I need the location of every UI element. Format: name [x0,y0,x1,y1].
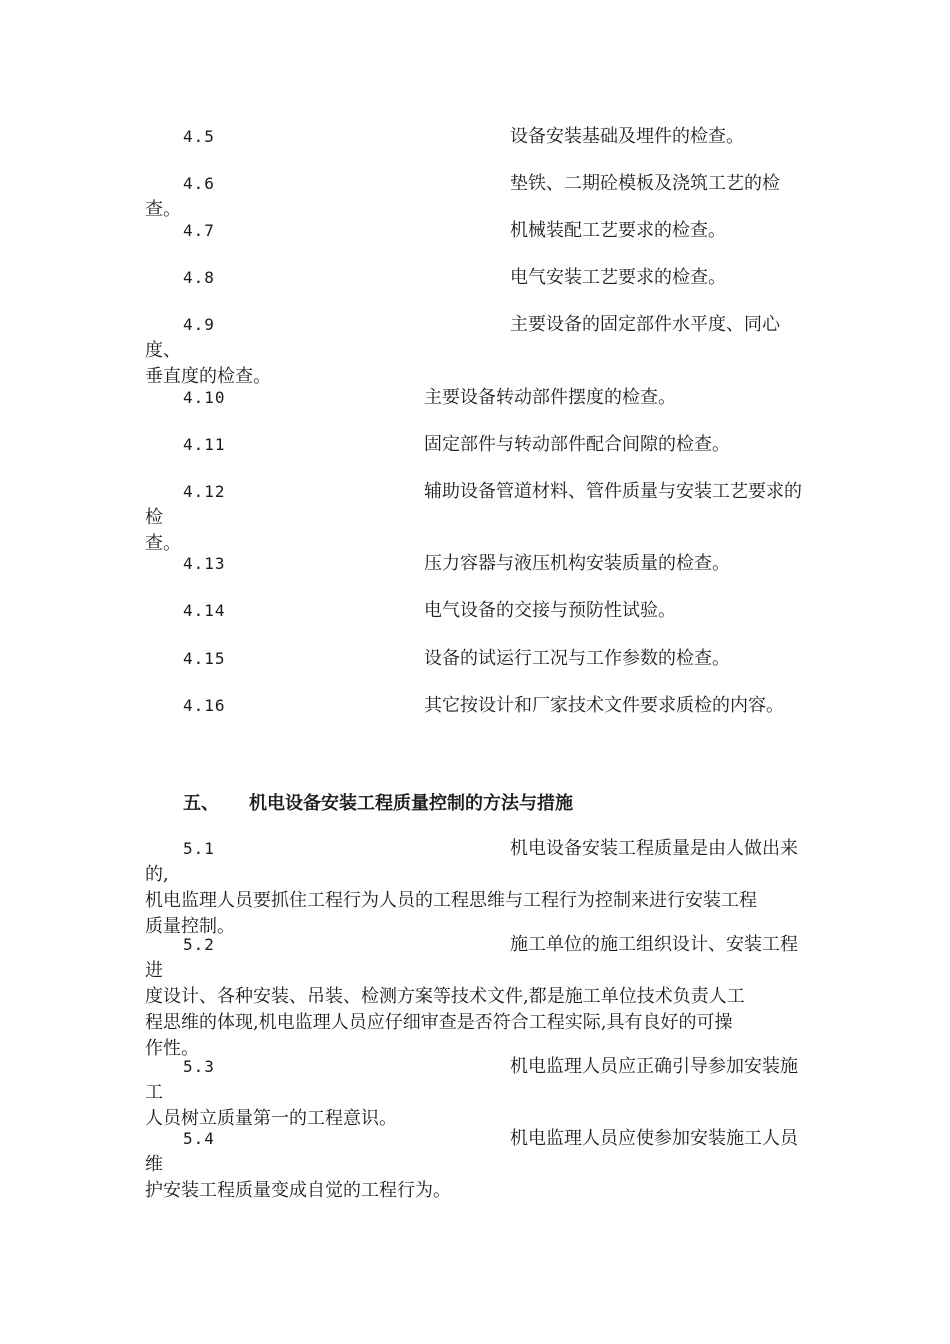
item-text: 主要设备的固定部件水平度、同心度、 [145,314,780,361]
item-text-continued: 程思维的体现,机电监理人员应仔细审查是否符合工程实际,具有良好的可操 [145,1012,733,1033]
item-text: 电气设备的交接与预防性试验。 [424,600,676,621]
item-text-continued: 护安装工程质量变成自觉的工程行为。 [145,1180,451,1201]
item-number: 4.7 [183,221,215,240]
item-text: 设备安装基础及埋件的检查。 [510,126,744,147]
list-item [145,479,810,557]
list-item [145,598,810,624]
list-item [145,932,810,1062]
list-item [145,432,810,458]
item-text: 辅助设备管道材料、管件质量与安装工艺要求的检 [145,481,802,528]
item-text: 电气安装工艺要求的检查。 [510,267,726,288]
item-number: 4.15 [183,649,226,668]
item-text: 固定部件与转动部件配合间隙的检查。 [424,434,730,455]
item-number: 4.5 [183,127,215,146]
list-item [145,836,810,940]
list-item [145,551,810,577]
list-item [145,171,810,223]
item-number: 4.16 [183,696,226,715]
item-text: 机电监理人员应正确引导参加安装施工 [145,1056,798,1103]
item-number: 5.2 [183,935,215,954]
item-text-continued: 作性。 [145,1038,199,1059]
list-item [145,646,810,672]
item-number: 5.3 [183,1057,215,1076]
item-text: 机电设备安装工程质量是由人做出来的, [145,838,798,885]
list-item [145,693,810,719]
item-number: 4.8 [183,268,215,287]
item-number: 4.11 [183,435,226,454]
item-text: 主要设备转动部件摆度的检查。 [424,387,676,408]
item-number: 4.6 [183,174,215,193]
item-text-continued: 质量控制。 [145,916,235,937]
item-number: 4.9 [183,315,215,334]
item-text: 施工单位的施工组织设计、安装工程进 [145,934,798,981]
item-number: 4.10 [183,388,226,407]
item-number: 5.4 [183,1129,215,1148]
item-text-continued: 查。 [145,533,181,554]
list-item [145,1126,810,1204]
item-number: 4.14 [183,601,226,620]
item-text: 设备的试运行工况与工作参数的检查。 [424,648,730,669]
list-item [145,312,810,390]
item-number: 5.1 [183,839,215,858]
list-item [145,1054,810,1132]
item-text: 机电监理人员应使参加安装施工人员维 [145,1128,798,1175]
item-text: 机械装配工艺要求的检查。 [510,220,726,241]
section-title: 机电设备安装工程质量控制的方法与措施 [249,793,573,814]
item-number: 4.12 [183,482,226,501]
item-text: 垫铁、二期砼模板及浇筑工艺的检查。 [145,173,780,220]
item-text-continued: 度设计、各种安装、吊装、检测方案等技术文件,都是施工单位技术负责人工 [145,986,745,1007]
item-text-continued: 垂直度的检查。 [145,366,271,387]
item-number: 4.13 [183,554,226,573]
section-heading [183,789,573,815]
list-item [145,218,810,244]
section-number: 五、 [183,793,219,814]
item-text-continued: 人员树立质量第一的工程意识。 [145,1108,397,1129]
list-item [145,385,810,411]
list-item [145,265,810,291]
list-item [145,124,810,150]
item-text-continued: 机电监理人员要抓住工程行为人员的工程思维与工程行为控制来进行安装工程 [145,890,757,911]
item-text: 其它按设计和厂家技术文件要求质检的内容。 [424,695,784,716]
item-text: 压力容器与液压机构安装质量的检查。 [424,553,730,574]
